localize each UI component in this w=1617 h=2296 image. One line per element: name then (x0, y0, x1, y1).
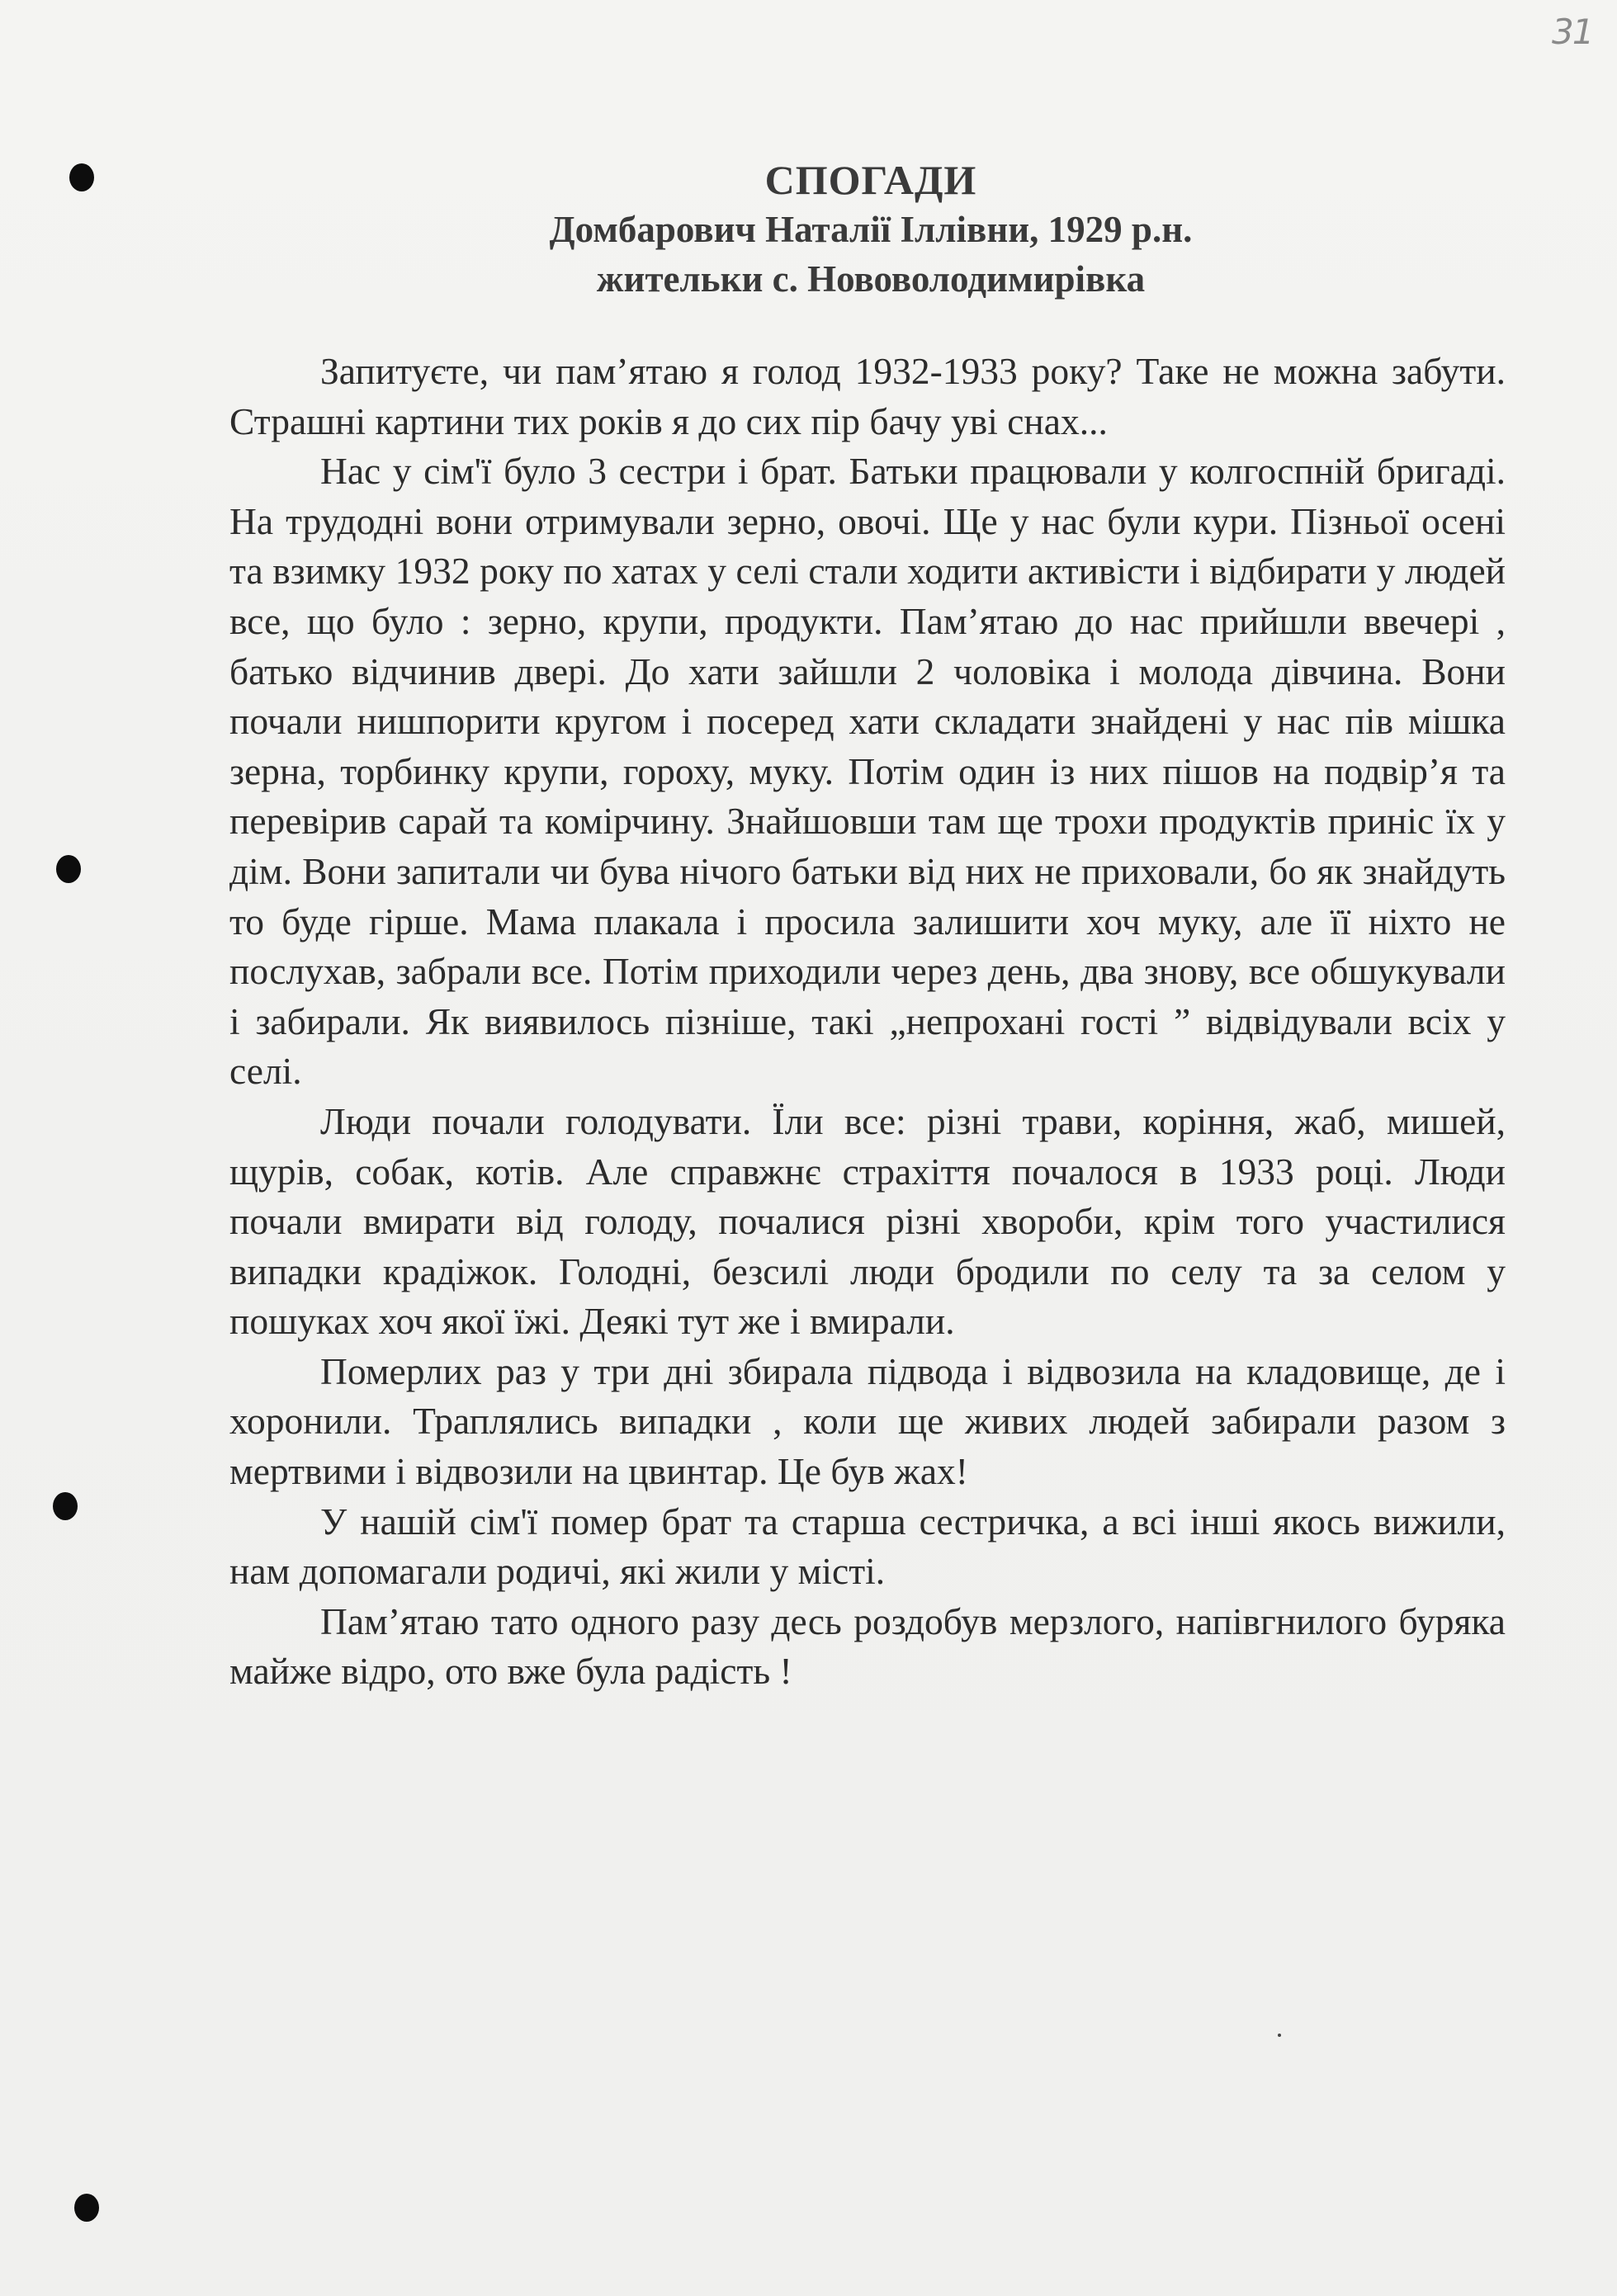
paragraph-2: Нас у сім'ї було 3 сестри і брат. Батьки працювали у колгоспній бригаді. На трудодні вони отримували зерно, овочі. Ще у нас були кури. Пізньої осені та взимку 1932 року по хатах у селі стали ходити активісти і відбирати у людей все, що було : зерно, крупи, продукти. Пам’ятаю до нас прийшли ввечері , батько відчинив двері. До хати зайшли 2 чоловіка і молода дівчина. Вони почали нишпорити кругом і посеред хати складати знайдені у нас пів мішка зерна, торбинку крупи, гороху, муку. Потім один із них пішов на подвір’я та перевірив сарай та комірчину. Знайшовши там ще трохи продуктів приніс їх у дім. Вони запитали чи бува нічого батьки від них не приховали, бо як знайдуть то буде гірше. Мама плакала і просила залишити хоч муку, але її ніхто не послухав, забрали все. Потім приходили через день, два знову, все обшукували і забирали. Як виявилось пізніше, такі „непрохані гості ” відвідували всіх у селі. (229, 450, 1506, 1093)
paragraph-1: Запитуєте, чи пам’ятаю я голод 1932-1933 року? Таке не можна забути. Страшні картини тих років я до сих пір бачу уві снах... (229, 350, 1506, 442)
stray-mark (1278, 2034, 1281, 2037)
document-subtitle-village: жительки с. Нововолодимирівка (596, 258, 1146, 300)
page-number: 31 (1552, 12, 1593, 52)
document-body (229, 347, 1506, 1697)
document-title: СПОГАДИ (764, 157, 977, 203)
paragraph-3: Люди почали голодувати. Їли все: різні трави, коріння, жаб, мишей, щурів, собак, котів. Але справжнє страхіття почалося в 1933 році. Люди почали вмирати від голоду, почалися різні хвороби, крім того участилися випадки крадіжок. Голодні, безсилі люди бродили по селу та за селом у пошуках хоч якої їжі. Деякі тут же і вмирали. (229, 1099, 1506, 1343)
document-header (0, 155, 1617, 304)
paragraph-6: Пам’ятаю тато одного разу десь роздобув мерзлого, напівгнилого буряка майже відро, ото вже була радість ! (229, 1599, 1506, 1693)
punch-hole-upper-middle (56, 855, 81, 883)
document-subtitle-name: Домбарович Наталії Іллівни, 1929 р.н. (549, 209, 1193, 250)
paragraph-5: У нашій сім'ї помер брат та старша сестричка, а всі інші якось вижили, нам допомагали родичі, які жили у місті. (229, 1500, 1506, 1593)
punch-hole-bottom (74, 2194, 99, 2222)
paragraph-4: Померлих раз у три дні збирала підвода і відвозила на кладовище, де і хоронили. Траплялись випадки , коли ще живих людей забирали разом з мертвими і відвозили на цвинтар. Це був жах! (229, 1349, 1506, 1493)
punch-hole-lower-middle (53, 1492, 78, 1520)
